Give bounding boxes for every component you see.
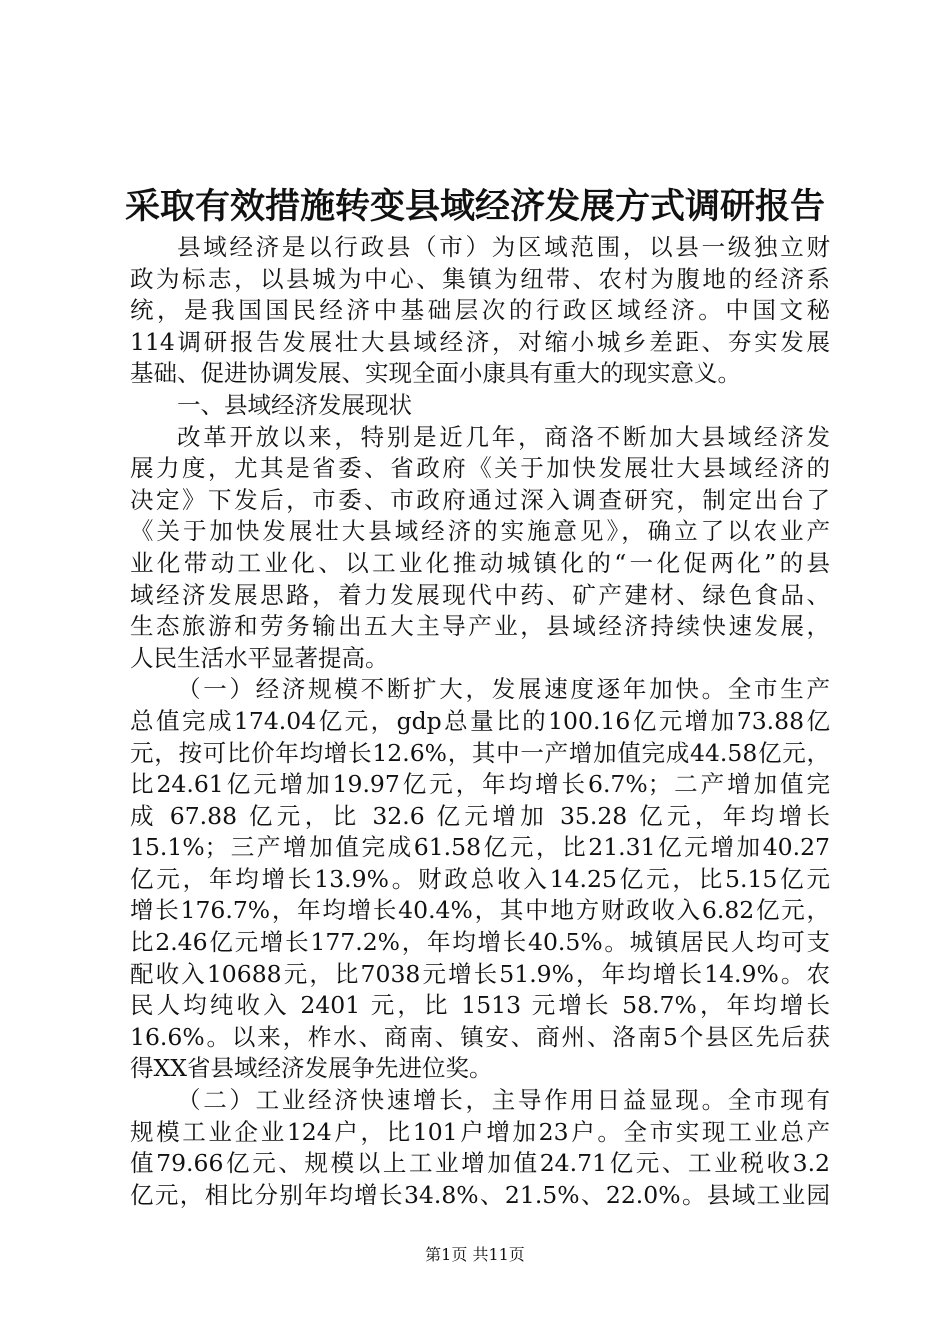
body-line: 比24.61亿元增加19.97亿元，年均增长6.7%；二产增加值完: [130, 770, 830, 799]
body-line: 域经济发展思路，着力发展现代中药、矿产建材、绿色食品、: [130, 580, 830, 609]
body-line: （二）工业经济快速增长，主导作用日益显现。全市现有: [177, 1086, 830, 1115]
body-line: 生态旅游和劳务输出五大主导产业，县域经济持续快速发展，: [130, 612, 830, 641]
body-line: 得XX省县域经济发展争先进位奖。: [130, 1054, 493, 1083]
body-line: 增长176.7%，年均增长40.4%，其中地方财政收入6.82亿元，: [130, 896, 830, 925]
body-line: 114调研报告发展壮大县域经济，对缩小城乡差距、夯实发展: [130, 327, 830, 356]
body-line: 人民生活水平显著提高。: [130, 643, 389, 672]
body-line: 决定》下发后，市委、市政府通过深入调查研究，制定出台了: [130, 485, 830, 514]
body-line: 统，是我国国民经济中基础层次的行政区域经济。中国文秘: [130, 296, 830, 325]
body-line: 值79.66亿元、规模以上工业增加值24.71亿元、工业税收3.2: [130, 1149, 830, 1178]
body-line: 成 67.88 亿元，比 32.6 亿元增加 35.28 亿元，年均增长: [130, 801, 830, 830]
document-body: [130, 232, 830, 1211]
body-line: 总值完成174.04亿元，gdp总量比的100.16亿元增加73.88亿: [130, 706, 830, 735]
body-line: 15.1%；三产增加值完成61.58亿元，比21.31亿元增加40.27: [130, 833, 830, 862]
body-line: 一、县域经济发展现状: [177, 390, 412, 419]
body-line: 基础、促进协调发展、实现全面小康具有重大的现实意义。: [130, 359, 741, 388]
body-line: 业化带动工业化、以工业化推动城镇化的“一化促两化”的县: [130, 548, 830, 577]
page-footer: 第1页 共11页: [425, 1245, 525, 1264]
body-line: 16.6%。以来，柞水、商南、镇安、商州、洛南5个县区先后获: [130, 1022, 830, 1051]
body-line: 县域经济是以行政县（市）为区域范围，以县一级独立财: [177, 233, 830, 261]
body-line: 改革开放以来，特别是近几年，商洛不断加大县域经济发: [177, 422, 830, 451]
body-line: 比2.46亿元增长177.2%，年均增长40.5%。城镇居民人均可支: [130, 928, 830, 957]
body-line: 亿元，相比分别年均增长34.8%、21.5%、22.0%。县域工业园: [130, 1180, 830, 1209]
body-line: 规模工业企业124户，比101户增加23户。全市实现工业总产: [130, 1117, 830, 1146]
document-title: 采取有效措施转变县域经济发展方式调研报告: [124, 186, 825, 227]
body-line: 亿元，年均增长13.9%。财政总收入14.25亿元，比5.15亿元: [130, 864, 830, 893]
body-line: 元，按可比价年均增长12.6%，其中一产增加值完成44.58亿元，: [130, 738, 830, 767]
body-line: 民人均纯收入 2401 元，比 1513 元增长 58.7%，年均增长: [130, 991, 830, 1020]
body-line: 政为标志，以县城为中心、集镇为纽带、农村为腹地的经济系: [130, 264, 830, 293]
body-line: 展力度，尤其是省委、省政府《关于加快发展壮大县域经济的: [130, 454, 830, 483]
body-line: 《关于加快发展壮大县域经济的实施意见》，确立了以农业产: [130, 517, 830, 546]
body-line: 配收入10688元，比7038元增长51.9%，年均增长14.9%。农: [130, 959, 830, 988]
body-line: （一）经济规模不断扩大，发展速度逐年加快。全市生产: [177, 675, 830, 704]
